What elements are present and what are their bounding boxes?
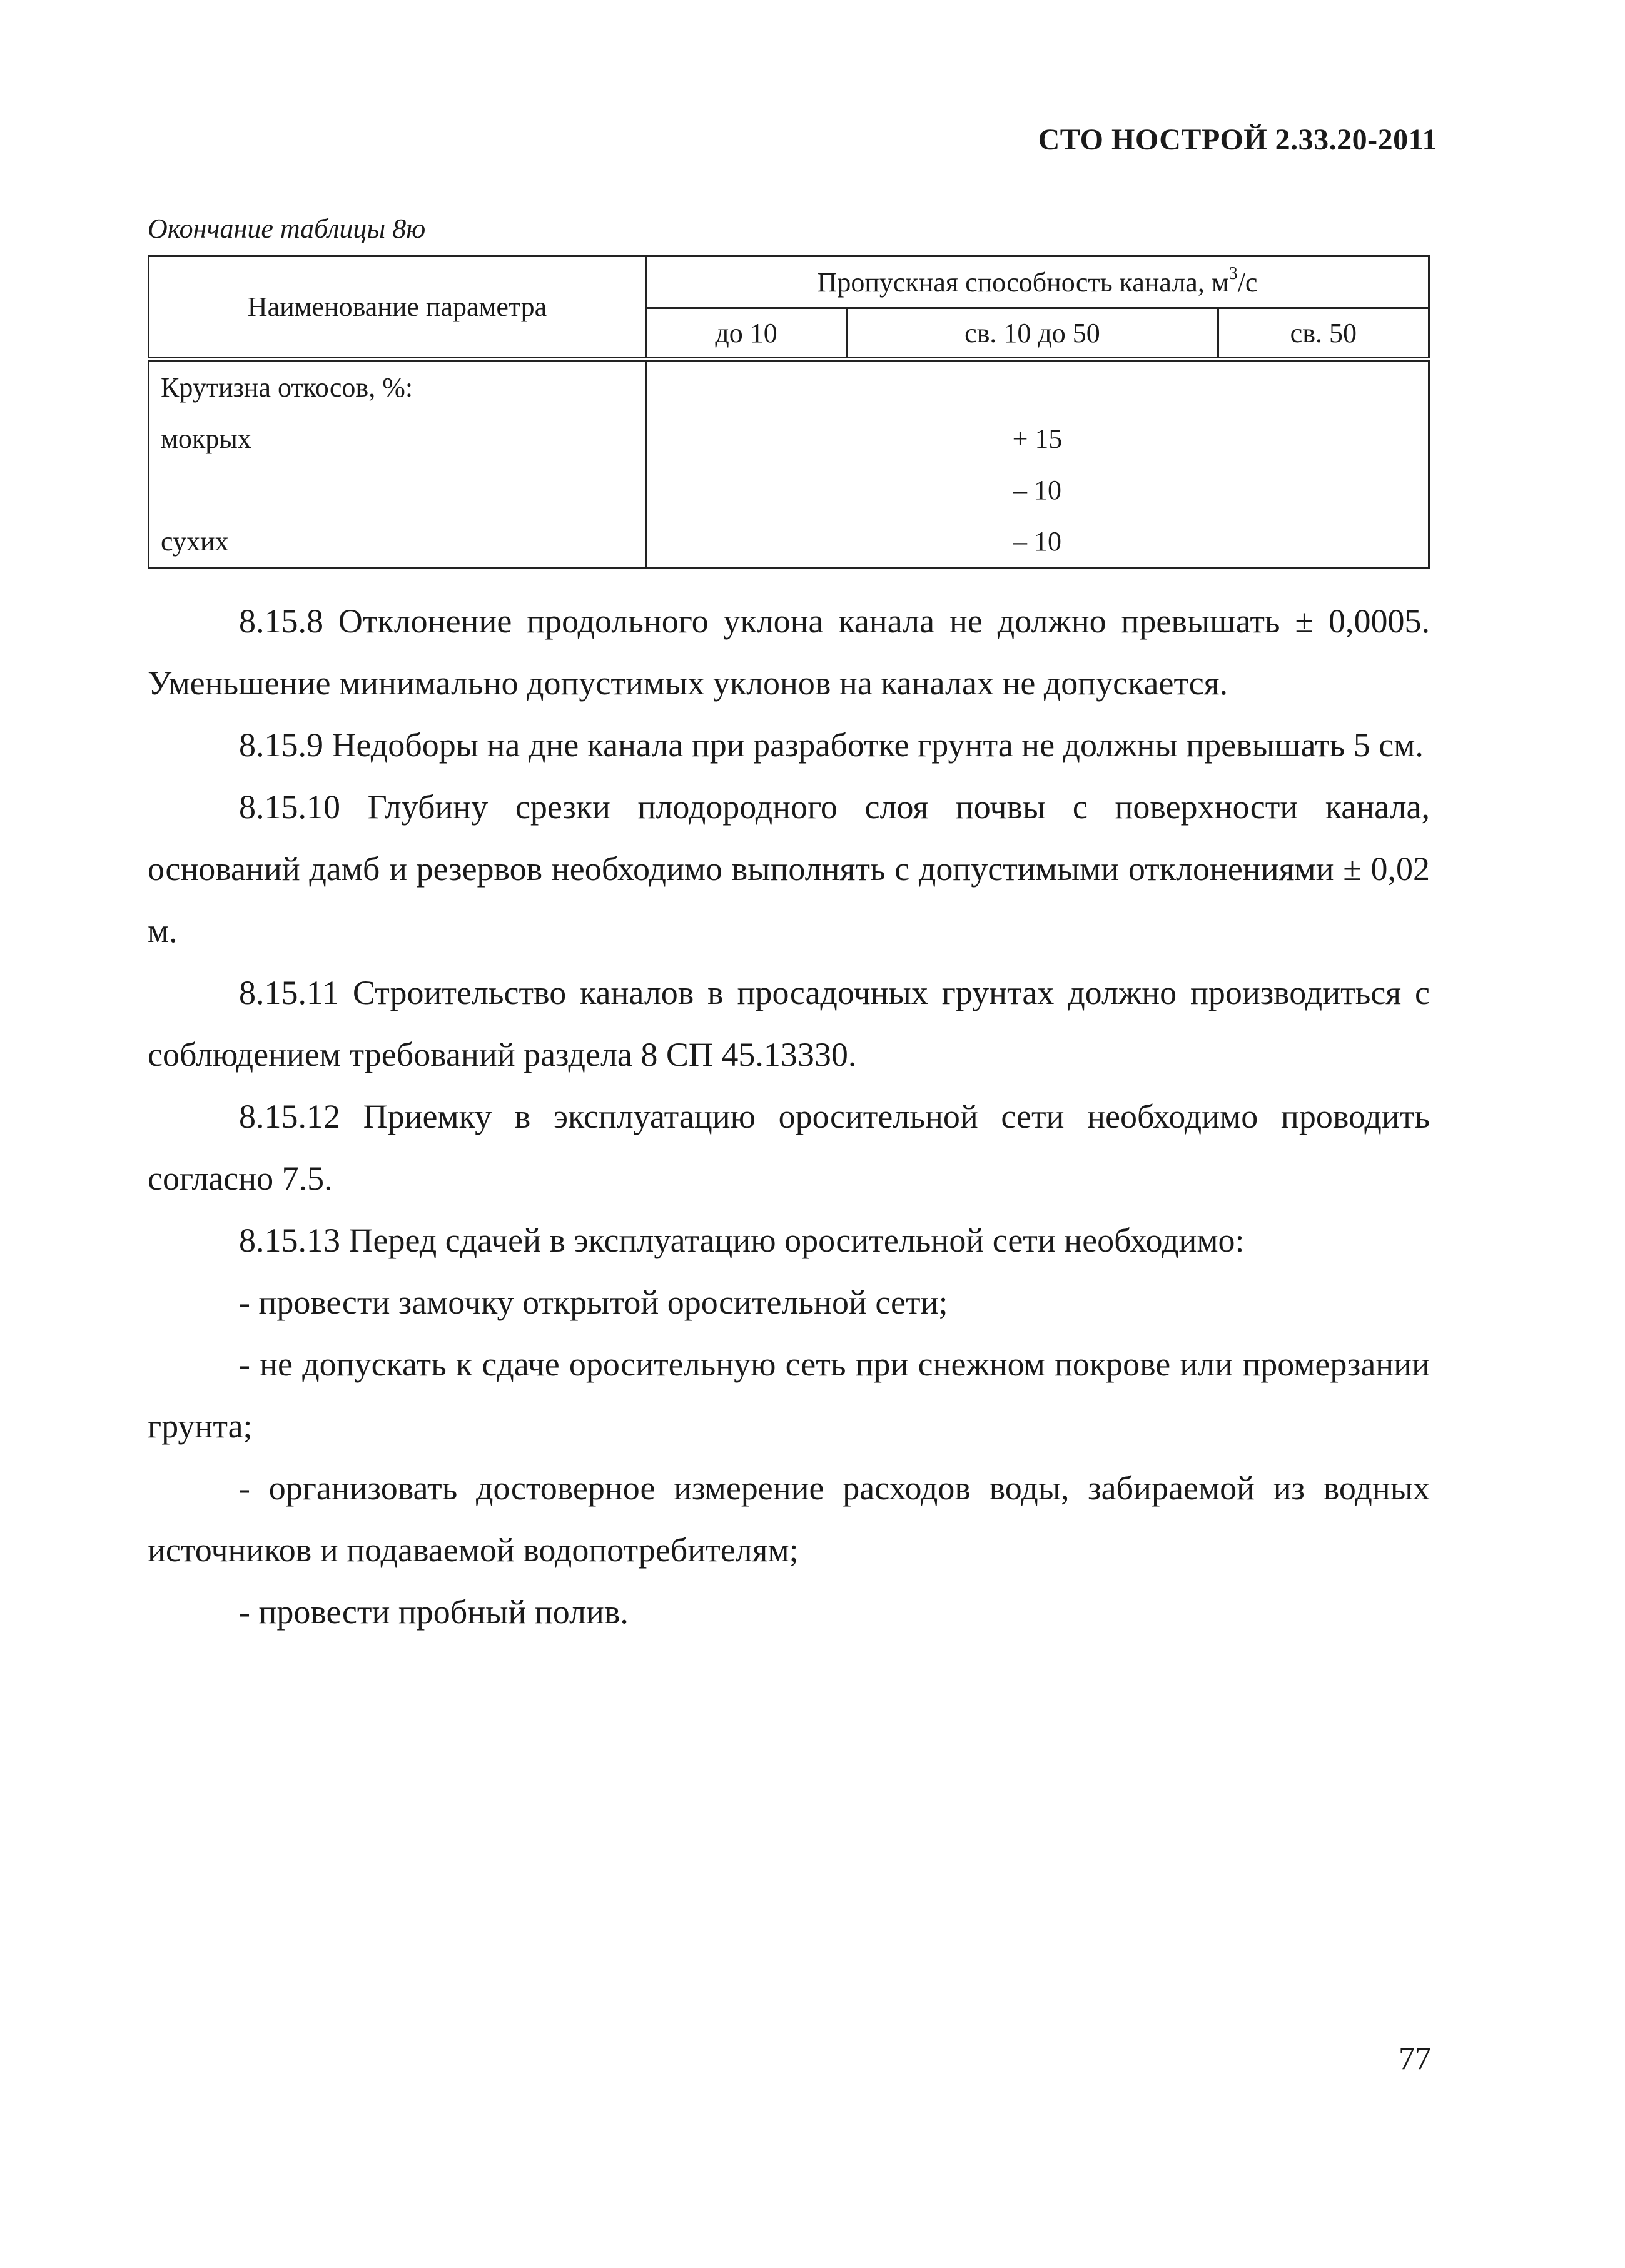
paragraph: 8.15.8 Отклонение продольного уклона канала не должно превышать ± 0,0005. Уменьшение минимально допустимых уклонов на каналах не допускается. bbox=[148, 602, 1430, 702]
list-item: - провести пробный полив. bbox=[239, 1593, 629, 1631]
table-caption: Окончание таблицы 8ю bbox=[148, 213, 426, 244]
column-header: св. 10 до 50 bbox=[847, 308, 1218, 360]
param-name: мокрых bbox=[161, 423, 251, 454]
paragraph: 8.15.12 Приемку в эксплуатацию оросительной сети необходимо проводить согласно 7.5. bbox=[148, 1098, 1430, 1197]
capacity-header-sup: 3 bbox=[1228, 263, 1238, 283]
list-item: - не допускать к сдаче оросительную сеть при снежном покрове или промерзании грунта; bbox=[148, 1345, 1430, 1445]
list-item: - организовать достоверное измерение расходов воды, забираемой из водных источников и подаваемой водопотребителям; bbox=[148, 1469, 1430, 1569]
capacity-header-text: Пропускная способность канала, м bbox=[817, 266, 1229, 298]
capacity-header bbox=[646, 256, 1429, 308]
capacity-header-unit: /с bbox=[1237, 266, 1258, 298]
param-name: сухих bbox=[161, 526, 229, 557]
column-header: св. 50 bbox=[1218, 308, 1429, 360]
body-text bbox=[148, 590, 1430, 1643]
param-name bbox=[161, 465, 634, 516]
param-value: – 10 bbox=[1013, 475, 1061, 505]
paragraph: 8.15.11 Строительство каналов в просадочных грунтах должно производиться с соблюдением требований раздела 8 СП 45.13330. bbox=[148, 974, 1430, 1073]
param-value bbox=[658, 362, 1417, 413]
param-name-header: Наименование параметра bbox=[149, 256, 646, 360]
list-item: - провести замочку открытой оросительной сети; bbox=[239, 1283, 948, 1321]
page-number: 77 bbox=[1399, 2041, 1431, 2077]
paragraph: 8.15.13 Перед сдачей в эксплуатацию оросительной сети необходимо: bbox=[239, 1222, 1245, 1259]
document-code: СТО НОСТРОЙ 2.33.20-2011 bbox=[1038, 123, 1437, 156]
column-header: до 10 bbox=[646, 308, 847, 360]
param-value: + 15 bbox=[1012, 423, 1063, 454]
parameters-table bbox=[148, 255, 1430, 569]
param-value: – 10 bbox=[1013, 526, 1061, 557]
param-names-cell bbox=[149, 360, 646, 569]
paragraph: 8.15.10 Глубину срезки плодородного слоя почвы с поверхности канала, оснований дамб и резервов необходимо выполнять с допустимыми отклонениями ± 0,02 м. bbox=[148, 788, 1430, 949]
param-values-cell bbox=[646, 360, 1429, 569]
paragraph: 8.15.9 Недоборы на дне канала при разработке грунта не должны превышать 5 см. bbox=[239, 726, 1424, 764]
param-name: Крутизна откосов, %: bbox=[161, 372, 413, 403]
